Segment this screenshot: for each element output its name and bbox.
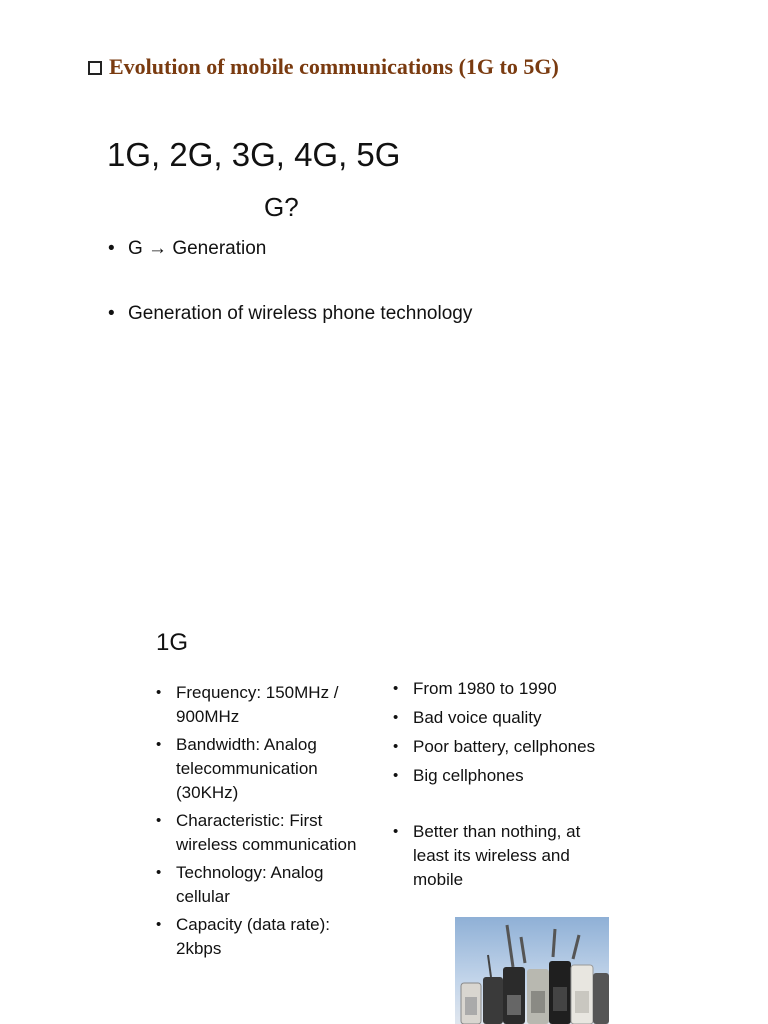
bullet-dot-icon: • [156, 684, 162, 701]
list-item: • Better than nothing, at least its wireless and mobile [393, 820, 613, 892]
cellphones-illustration [455, 917, 609, 1024]
bullet-dot-icon: • [393, 680, 399, 697]
bullet-dot-icon: • [393, 823, 399, 840]
left-spec-list [156, 681, 378, 961]
right-fact-list [393, 677, 633, 788]
bullet-dot-icon: • [393, 767, 399, 784]
list-item: • Big cellphones [393, 764, 633, 788]
list-item: • Technology: Analog cellular [156, 861, 378, 909]
question-title: G? [264, 192, 299, 222]
bullet-dot-icon: • [156, 736, 162, 753]
intro-bullet [108, 238, 266, 260]
list-item: • Characteristic: First wireless communication [156, 809, 378, 857]
intro-bullet [108, 303, 472, 325]
bullet-dot-icon: • [156, 864, 162, 881]
bullet-dot-icon: • [393, 738, 399, 755]
list-item: • Capacity (data rate): 2kbps [156, 913, 378, 961]
slide-heading-text: Evolution of mobile communications (1G to 5G) [109, 54, 559, 79]
list-item: • Frequency: 150MHz / 900MHz [156, 681, 378, 729]
bullet-dot-icon: • [393, 709, 399, 726]
list-item: • Bad voice quality [393, 706, 633, 730]
intro-bullet-text: Generation of wireless phone technology [128, 303, 473, 324]
checkbox-bullet-icon [88, 61, 102, 75]
bullet-dot-icon: • [156, 916, 162, 933]
slide-heading [88, 50, 559, 84]
bullet-dot-icon: • [156, 812, 162, 829]
bullet-dot-icon: • [108, 303, 115, 324]
section-1g-title: 1G [156, 629, 189, 656]
list-item: • From 1980 to 1990 [393, 677, 633, 701]
vintage-cellphones-photo [455, 917, 609, 1024]
generations-title: 1G, 2G, 3G, 4G, 5G [107, 136, 401, 173]
intro-bullet-text: G → Generation [128, 238, 267, 259]
list-item: • Bandwidth: Analog telecommunication (30KHz) [156, 733, 378, 805]
bullet-dot-icon: • [108, 238, 115, 259]
right-note-list [393, 820, 613, 892]
list-item: • Poor battery, cellphones [393, 735, 633, 759]
